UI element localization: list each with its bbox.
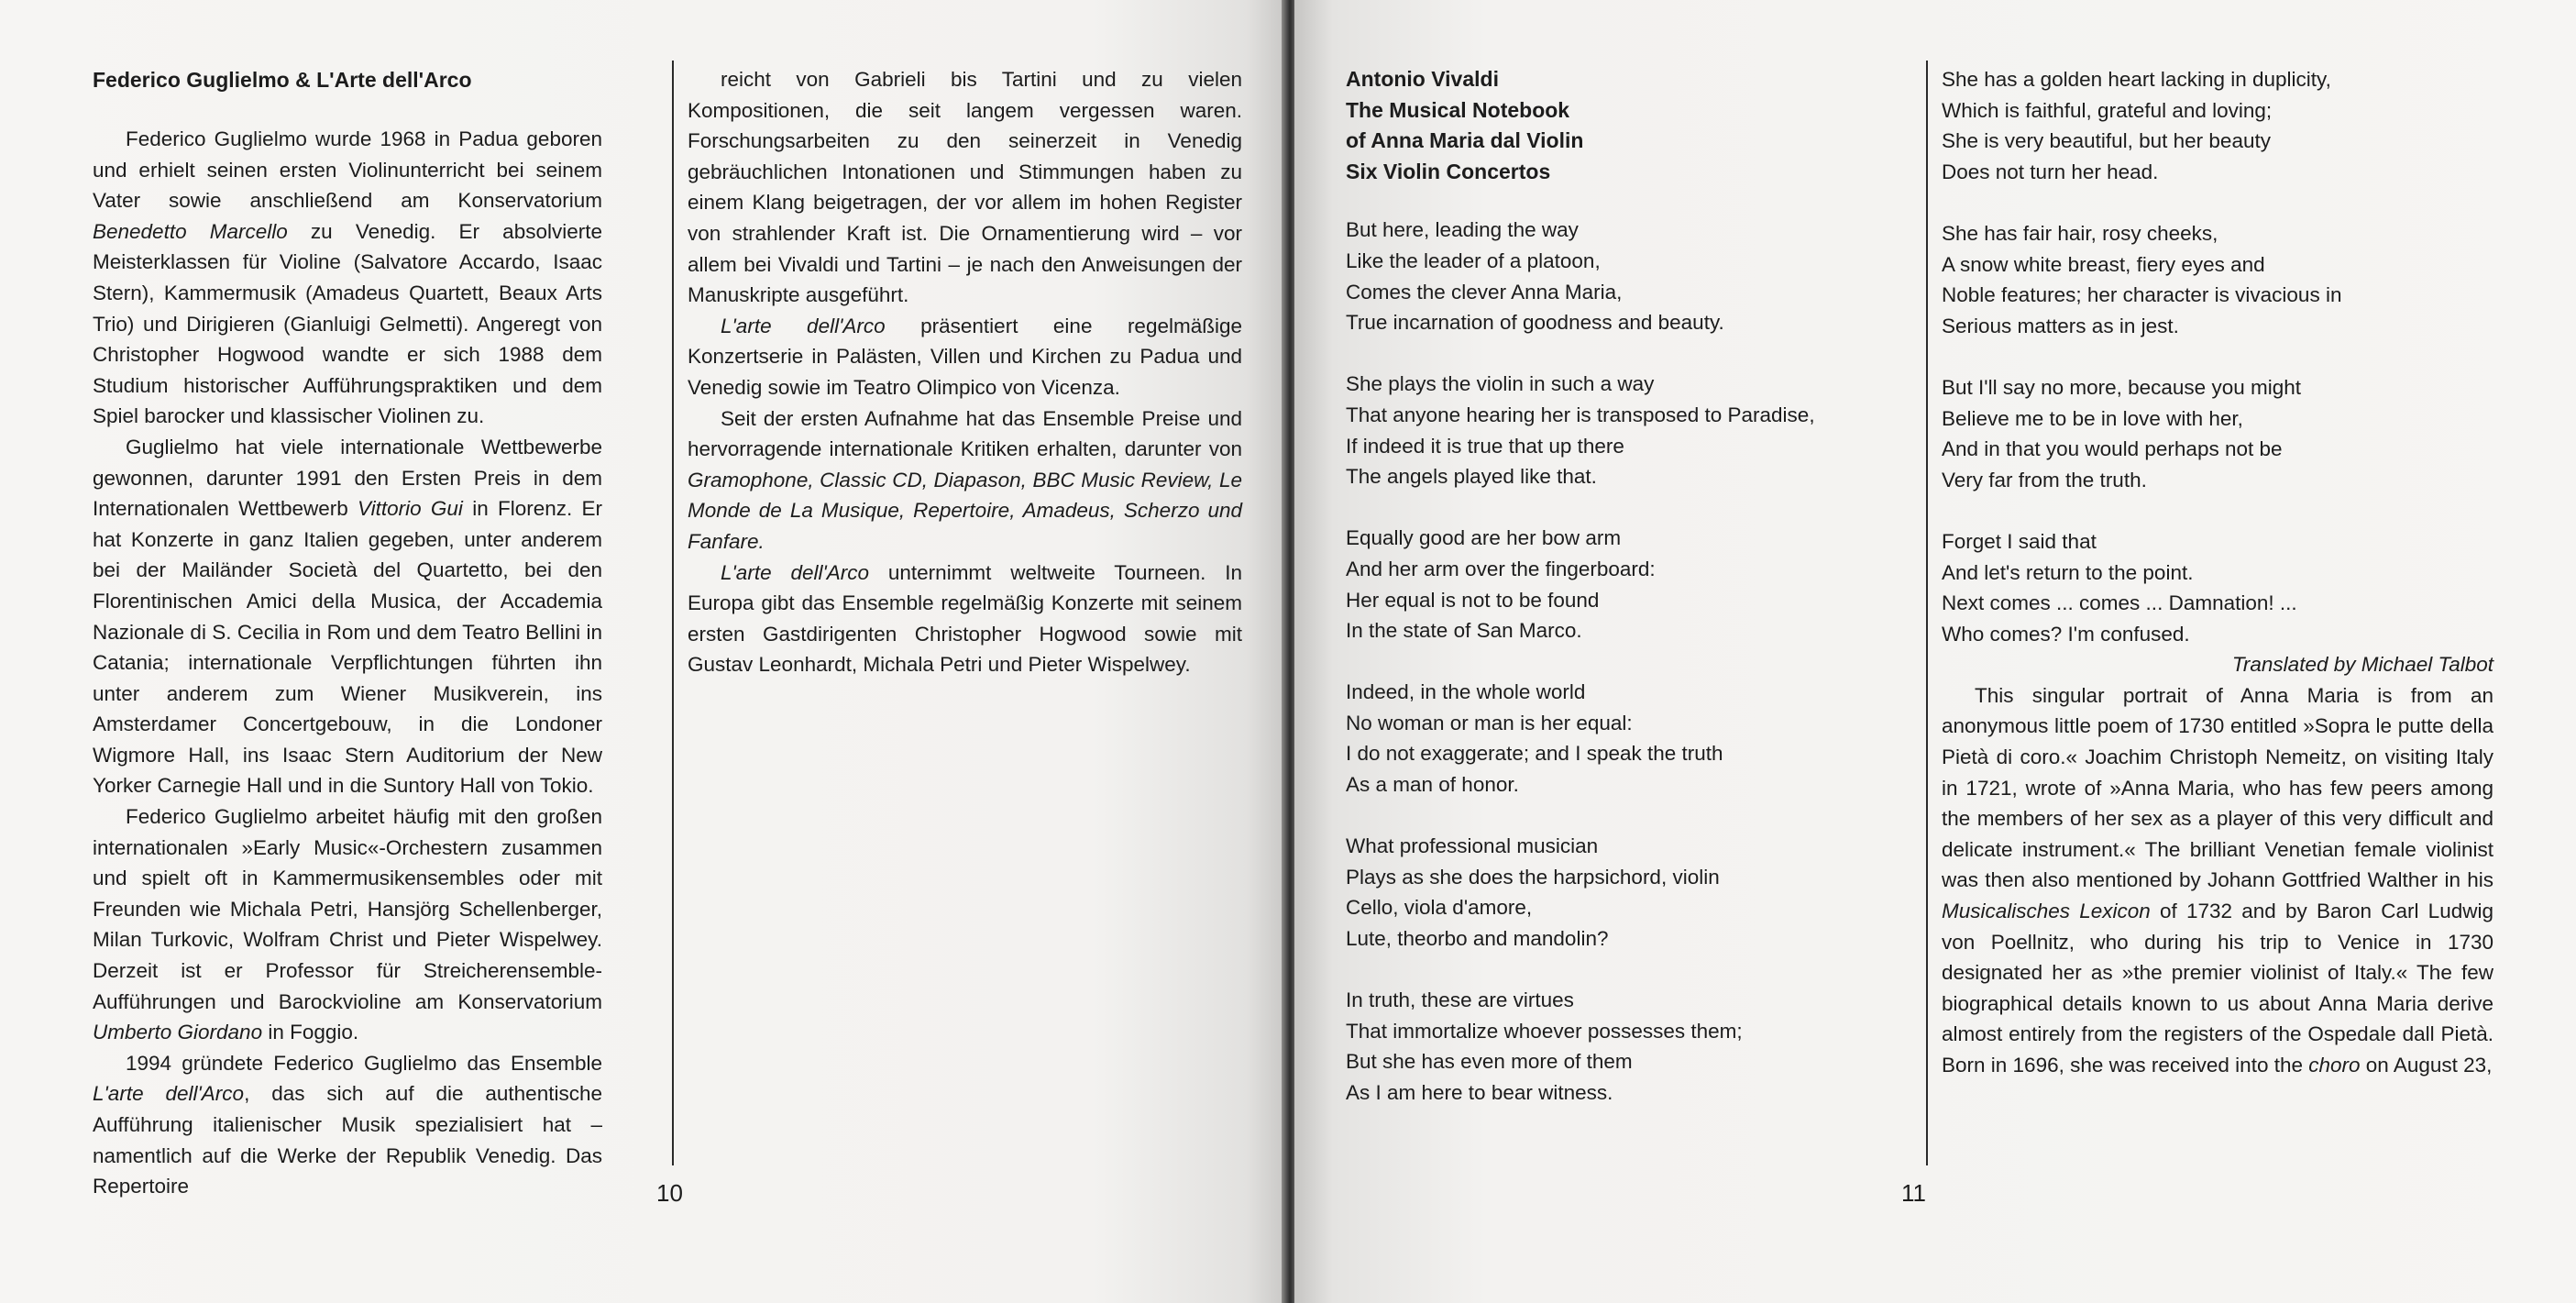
title-line: Six Violin Concertos — [1346, 159, 1551, 183]
poem-stanza — [1346, 677, 1896, 800]
poem-line: True incarnation of goodness and beauty. — [1346, 311, 1724, 335]
poem-line: Like the leader of a platoon, — [1346, 248, 1601, 272]
poem-stanza — [1942, 64, 2493, 187]
poem-line: As a man of honor. — [1346, 773, 1519, 797]
ensemble-text — [688, 64, 1242, 680]
poem-stanza — [1346, 215, 1896, 337]
poem-line: But she has even more of them — [1346, 1050, 1633, 1074]
poem-line: Cello, viola d'amore, — [1346, 896, 1533, 920]
poem-line: But here, leading the way — [1346, 218, 1579, 242]
text-run: 1994 gründete Federico Guglielmo das Ensemble — [126, 1051, 602, 1075]
paragraph — [93, 432, 602, 801]
page-number: 10 — [656, 1179, 683, 1207]
poem-line: Next comes ... comes ... Damnation! ... — [1942, 591, 2297, 615]
text-run: unternimmt weltweite Tourneen. In Europa gibt das Ensemble regelmäßig Konzerte mit seinem ersten Gastdirigenten Christopher Hogwood sowie mit Gustav Leonhardt, Michala Petri und Pieter Wispelwey. — [688, 560, 1242, 677]
italic-text: Umberto Giordano — [93, 1021, 263, 1044]
poem-stanza — [1942, 372, 2493, 495]
text-run: This singular portrait of Anna Maria is from an anonymous little poem of 1730 entitled »Sopra le putte della Pietà di coro.« Joachim Christoph Nemeitz, on visiting Italy in 1721, wrote of »Anna Maria, who has few peers among the members of her sex as a player of this very difficult and delicate instrument.« The brilliant Venetian female violinist was then also mentioned by Johann Gottfried Walther in his — [1942, 683, 2493, 892]
poem-stanza — [1346, 369, 1896, 491]
title-line: of Anna Maria dal Violin — [1346, 128, 1584, 153]
italic-text: Gramophone, Classic CD, Diapason, BBC Music Review, Le Monde de La Musique, Repertoire, Amadeus, Scherzo und Fanfare. — [688, 468, 1242, 553]
section-heading: Federico Guglielmo & L'Arte dell'Arco — [93, 68, 472, 92]
text-run: Seit der ersten Aufnahme hat das Ensemble Preise und hervorragende internationale Kritiken erhalten, darunter von — [688, 406, 1242, 461]
column-divider — [1926, 61, 1928, 1165]
left-page — [0, 0, 1285, 1303]
text-run: in Florenz. Er hat Konzerte in ganz Italien gegeben, unter anderem bei der Mailänder Società del Quartetto, bei den Florentinischen Amici della Musica, der Accademia Nazionale di S. Cecilia in Rom und dem Teatro Bellini in Catania; internationale Verpflichtungen führten ihn unter anderem zum Wiener Musikverein, ins Amsterdamer Concertgebouw, in die Londoner Wigmore Hall, ins Isaac Stern Auditorium der New Yorker Carnegie Hall und in die Suntory Hall von Tokio. — [93, 497, 603, 798]
left-column-2 — [688, 64, 1242, 1174]
poem-stanza — [1942, 218, 2493, 341]
poem-line: As I am here to bear witness. — [1346, 1081, 1613, 1104]
left-column-1 — [93, 64, 603, 1198]
page-number: 11 — [1901, 1179, 1926, 1207]
paragraph — [688, 311, 1242, 403]
text-run: Federico Guglielmo wurde 1968 in Padua geboren und erhielt seinen ersten Violinunterricht bei seinem Vater sowie anschließend am Konservatorium — [93, 127, 602, 213]
poem-line: Serious matters as in jest. — [1942, 314, 2179, 337]
poem-line: If indeed it is true that up there — [1346, 434, 1624, 458]
poem-line: Noble features; her character is vivacious in — [1942, 283, 2342, 307]
poem-line: And let's return to the point. — [1942, 560, 2194, 584]
poem-line: A snow white breast, fiery eyes and — [1942, 252, 2265, 276]
title-line: The Musical Notebook — [1346, 97, 1570, 122]
text-run: zu Venedig. Er absolvierte Meisterklassen für Violine (Salvatore Accardo, Isaac Stern), Kammermusik (Amadeus Quartett, Beaux Arts Trio) und Dirigieren (Gianluigi Gelmetti). Angeregt von Christopher Hogwood wandte er sich 1988 dem Studium historischer Aufführungspraktiken und dem Spiel barocker und klassischer Violinen zu. — [93, 219, 602, 428]
text-run: on August 23, — [2360, 1054, 2493, 1077]
italic-text: L'arte dell'Arco — [721, 560, 870, 584]
column-divider — [672, 61, 674, 1165]
italic-text: Vittorio Gui — [358, 497, 463, 521]
poem-line: Comes the clever Anna Maria, — [1346, 280, 1623, 304]
poem-line: That anyone hearing her is transposed to Paradise, — [1346, 403, 1815, 426]
poem-stanza — [1346, 523, 1896, 646]
poem-line: In truth, these are virtues — [1346, 988, 1574, 1012]
poem-part-2 — [1942, 64, 2493, 649]
paragraph — [688, 403, 1242, 558]
poem-line: No woman or man is her equal: — [1346, 711, 1633, 734]
text-run: präsentiert eine regelmäßige Konzertserie in Palästen, Villen und Kirchen zu Padua und Venedig sowie im Teatro Olimpico von Vicenza. — [688, 314, 1243, 399]
poem-line: Lute, theorbo and mandolin? — [1346, 927, 1609, 951]
poem-line: Equally good are her bow arm — [1346, 526, 1622, 550]
paragraph — [688, 558, 1242, 680]
paragraph — [93, 801, 602, 1048]
italic-text: L'arte dell'Arco — [721, 314, 886, 337]
right-column-2 — [1942, 64, 2493, 1174]
right-column-1 — [1346, 64, 1896, 1174]
italic-text: Benedetto Marcello — [93, 219, 288, 243]
poem-line: Her equal is not to be found — [1346, 588, 1600, 612]
text-run: in Foggio. — [262, 1021, 359, 1044]
poem-line: That immortalize whoever possesses them; — [1346, 1019, 1743, 1043]
poem-line: Forget I said that — [1942, 529, 2097, 553]
poem-line: But I'll say no more, because you might — [1942, 375, 2301, 399]
italic-text: choro — [2308, 1054, 2361, 1077]
poem-stanza — [1346, 985, 1896, 1108]
italic-text: L'arte dell'Arco — [93, 1082, 245, 1106]
poem-line: Plays as she does the harpsichord, violin — [1346, 865, 1720, 889]
poem-stanza — [1346, 831, 1896, 954]
poem-line: The angels played like that. — [1346, 465, 1597, 489]
poem-line: Which is faithful, grateful and loving; — [1942, 98, 2273, 122]
essay-paragraph — [1942, 680, 2493, 1081]
text-run: reicht von Gabrieli bis Tartini und zu vielen Kompositionen, die seit langem vergessen waren. Forschungsarbeiten zu den seinerzeit in Venedig gebräuchlichen Intonationen und Stimmungen haben zu einem Klang beigetragen, der vor allem im hohen Register von strahlender Kraft ist. Die Ornamentierung wird – vor allem bei Vivaldi und Tartini – je nach den Anweisungen der Manuskripte ausgeführt. — [688, 68, 1242, 307]
text-run: of 1732 and by Baron Carl Ludwig von Poellnitz, who during his trip to Venice in 1730 designated her as »the premier violinist of Italy.« The few biographical details known to us about Anna Maria derive almost entirely from the registers of the Ospedale dall Pietà. Born in 1696, she was received into the — [1942, 900, 2493, 1077]
poem-line: Very far from the truth. — [1942, 468, 2147, 491]
poem-line: And in that you would perhaps not be — [1942, 437, 2283, 461]
paragraph — [93, 1048, 602, 1202]
paragraph — [93, 124, 602, 432]
poem-line: What professional musician — [1346, 834, 1599, 858]
poem-line: And her arm over the fingerboard: — [1346, 557, 1656, 580]
text-run: Federico Guglielmo arbeitet häufig mit den großen internationalen »Early Music«-Orchestern zusammen und spielt oft in Kammermusikensembles oder mit Freunden wie Michala Petri, Hansjörg Schellenberger, Milan Turkovic, Wolfram Christ und Pieter Wispelwey. Derzeit ist er Professor für Streicherensemble-Aufführungen und Barockvioline am Konservatorium — [93, 805, 602, 1013]
poem-line: She has fair hair, rosy cheeks, — [1942, 221, 2218, 245]
poem-line: Does not turn her head. — [1942, 160, 2159, 183]
biography-text — [93, 124, 602, 1202]
translation-credit: Translated by Michael Talbot — [2231, 653, 2493, 677]
poem-line: She has a golden heart lacking in duplicity, — [1942, 68, 2331, 91]
poem-stanza — [1942, 526, 2493, 649]
poem-line: Indeed, in the whole world — [1346, 680, 1586, 704]
poem-line: She is very beautiful, but her beauty — [1942, 129, 2271, 153]
poem-line: Believe me to be in love with her, — [1942, 406, 2243, 430]
poem-part-1 — [1346, 215, 1896, 1108]
poem-line: In the state of San Marco. — [1346, 619, 1582, 643]
poem-line: I do not exaggerate; and I speak the truth — [1346, 742, 1723, 766]
poem-line: Who comes? I'm confused. — [1942, 622, 2190, 646]
text-run: Guglielmo hat viele internationale Wettbewerbe gewonnen, darunter 1991 den Ersten Preis in dem Internationalen Wettbewerb — [93, 435, 602, 521]
poem-line: She plays the violin in such a way — [1346, 372, 1655, 396]
italic-text: Musicalisches Lexicon — [1942, 900, 2151, 923]
album-title — [1346, 64, 1896, 187]
text-run: , das sich auf die authentische Aufführung italienischer Musik spezialisiert hat – namentlich auf die Werke der Republik Venedig. Das Repertoire — [93, 1082, 602, 1198]
title-line: Antonio Vivaldi — [1346, 67, 1499, 91]
paragraph — [688, 64, 1242, 311]
